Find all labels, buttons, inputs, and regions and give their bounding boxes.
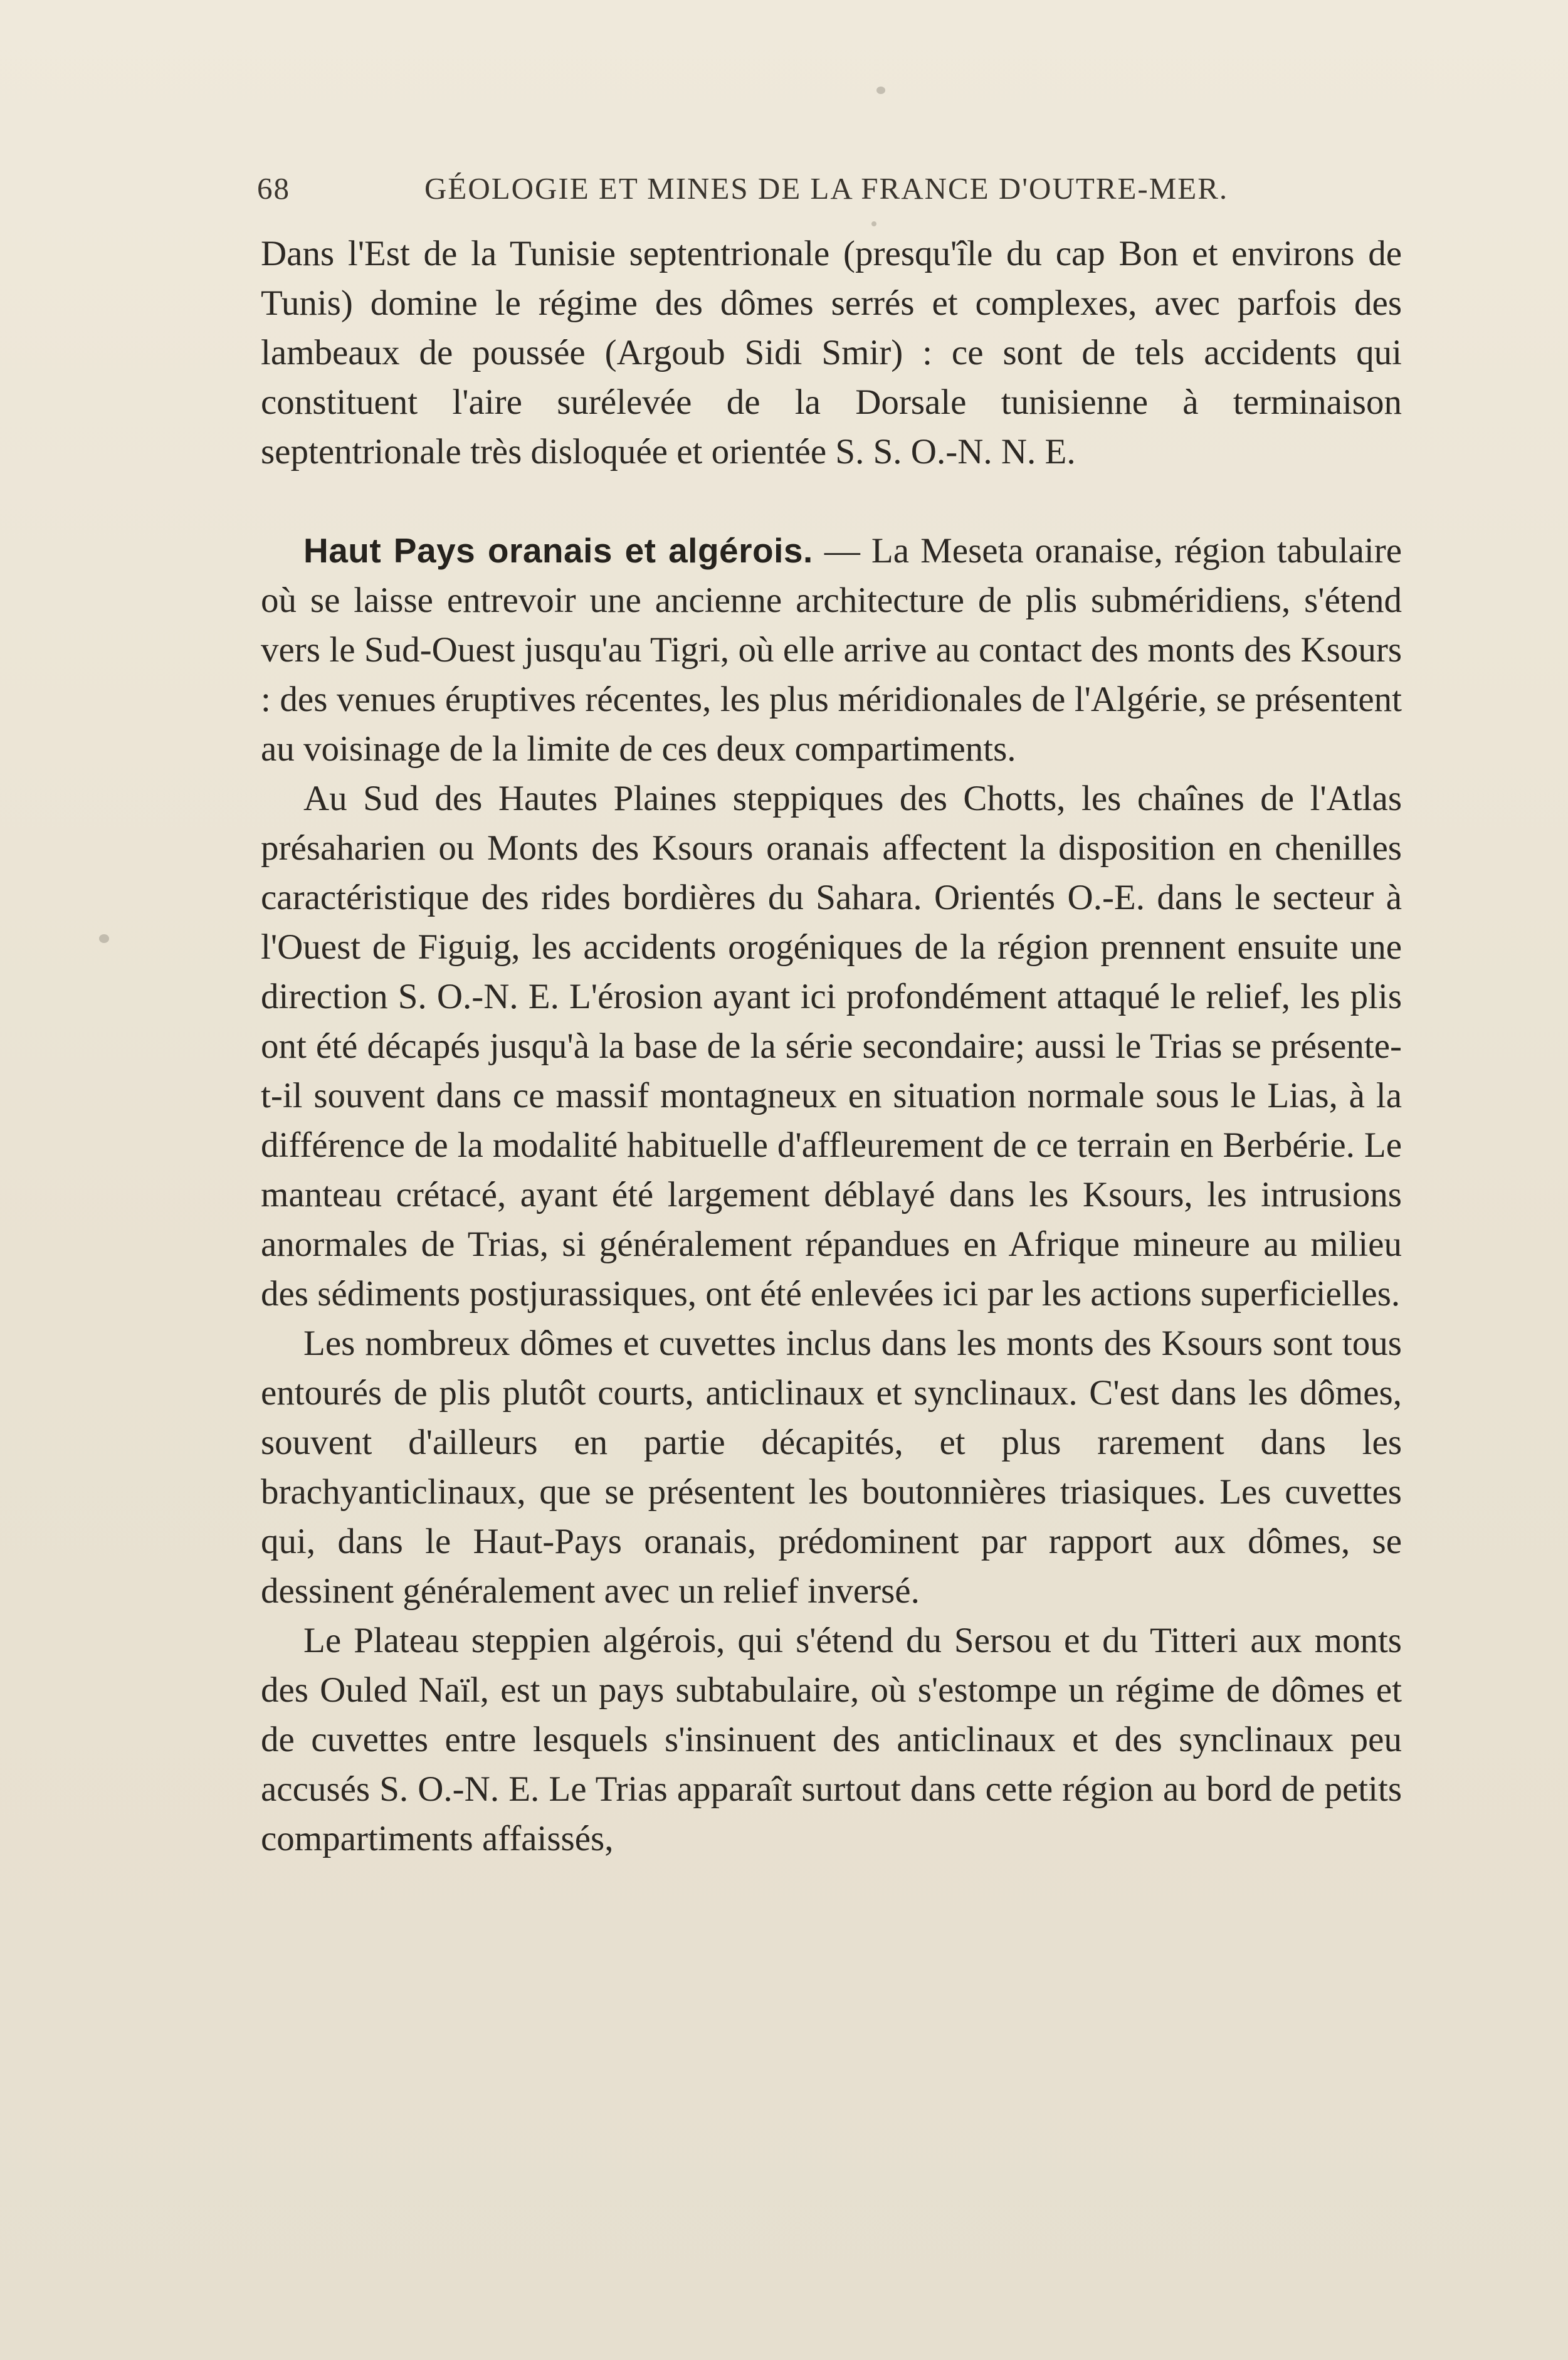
- body-text: [261, 229, 1402, 1863]
- running-title: GÉOLOGIE ET MINES DE LA FRANCE D'OUTRE-MER.: [424, 171, 1229, 206]
- paragraph-domes: Les nombreux dômes et cuvettes inclus dans les monts des Ksours sont tous entourés de plis plutôt courts, anticlinaux et synclinaux. C'est dans les dômes, souvent d'ailleurs en partie décapités, et plus rarement dans les brachyanticlinaux, que se présentent les boutonnières triasiques. Les cuvettes qui, dans le Haut-Pays oranais, prédominent par rapport aux dômes, se dessinent généralement avec un relief inversé.: [261, 1324, 1402, 1611]
- paper-speck: [876, 87, 885, 94]
- section-dash: —: [813, 531, 871, 571]
- paragraph-tunisie: Dans l'Est de la Tunisie septentrionale (presqu'île du cap Bon et environs de Tunis) domine le régime des dômes serrés et complexes, avec parfois des lambeaux de poussée (Argoub Sidi Smir) : ce sont de tels accidents qui constituent l'aire surélevée de la Dorsale tunisienne à terminaison septentrionale très disloquée et orientée S. S. O.-N. N. E.: [261, 234, 1402, 471]
- paragraph-atlas: Au Sud des Hautes Plaines steppiques des Chotts, les chaînes de l'Atlas présaharien ou Monts des Ksours oranais affectent la disposition en chenilles caractéristique des rides bordières du Sahara. Orientés O.-E. dans le secteur à l'Ouest de Figuig, les accidents orogéniques de la région prennent ensuite une direction S. O.-N. E. L'érosion ayant ici profondément attaqué le relief, les plis ont été décapés jusqu'à la base de la série secondaire; aussi le Trias se présente-t-il souvent dans ce massif montagneux en situation normale sous le Lias, à la différence de la modalité habituelle d'affleurement de ce terrain en Berbérie. Le manteau crétacé, ayant été largement déblayé dans les Ksours, les intrusions anormales de Trias, si généralement répandues en Afrique mineure au milieu des sédiments postjurassiques, ont été enlevées ici par les actions superficielles.: [261, 779, 1402, 1314]
- paragraph-haut-pays: [261, 526, 1402, 774]
- running-header: [257, 171, 1298, 214]
- page-number: 68: [257, 171, 290, 206]
- section-heading: Haut Pays oranais et algérois.: [303, 531, 813, 570]
- paragraph-plateau: Le Plateau steppien algérois, qui s'étend du Sersou et du Titteri aux monts des Ouled Naïl, est un pays subtabulaire, où s'estompe un régime de dômes et de cuvettes entre lesquels s'insinuent des anticlinaux et des synclinaux peu accusés S. O.-N. E. Le Trias apparaît surtout dans cette région au bord de petits compartiments affaissés,: [261, 1621, 1402, 1858]
- paper-speck: [99, 934, 109, 943]
- paper-speck: [871, 221, 876, 226]
- paragraph-meseta: La Meseta oranaise, région tabulaire où se laisse entrevoir une ancienne architecture de plis subméridiens, s'étend vers le Sud-Ouest jusqu'au Tigri, où elle arrive au contact des monts des Ksours : des venues éruptives récentes, les plus méridionales de l'Algérie, se présentent au voisinage de la limite de ces deux compartiments.: [261, 531, 1402, 769]
